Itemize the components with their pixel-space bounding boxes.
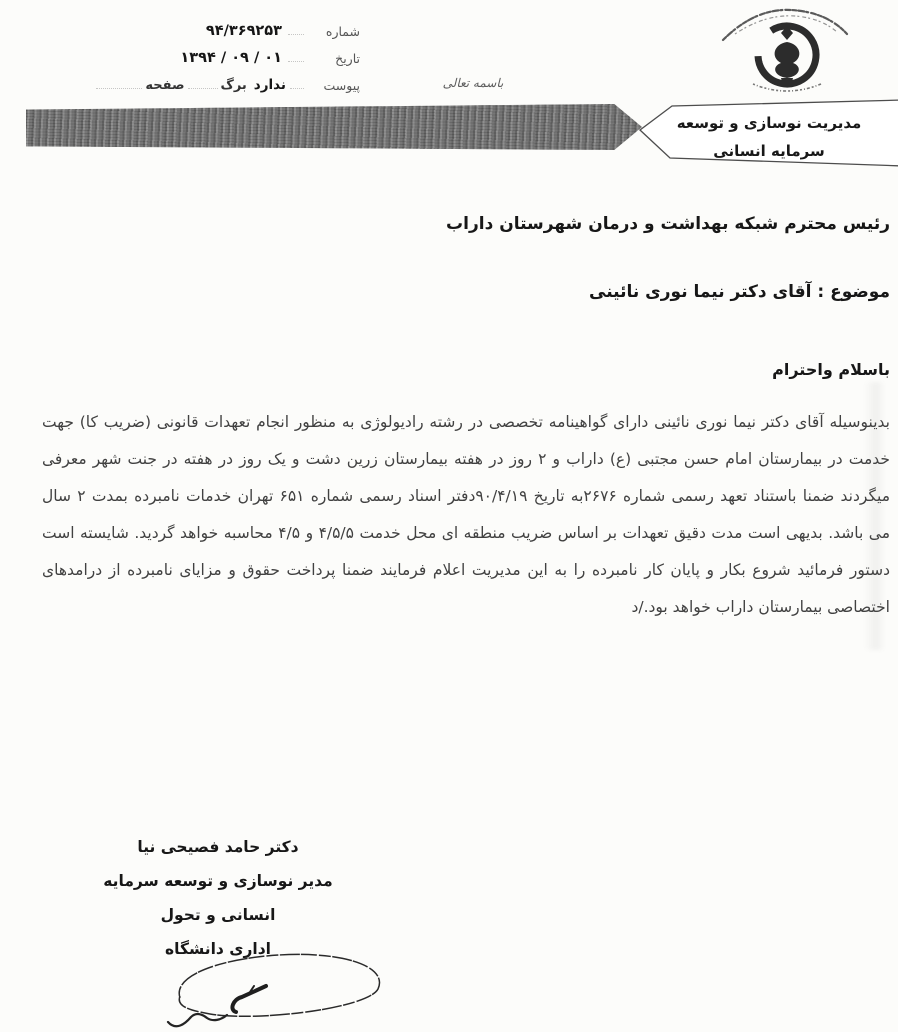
letter-body: بدینوسیله آقای دکتر نیما نوری نائینی دارای گواهینامه تخصصی در رشته رادیولوژی به منظور انجام تعهدات قانونی (ضریب کا) جهت خدمت در بیمارستان امام حسن مجتبی (ع) داراب و ۲ روز در هفته بیمارستان زرین دشت و یک روز در هفته در جنت شهر معرفی میگردند ضمنا باستناد تعهد رسمی شماره ۲۶۷۶به تاریخ ۹۰/۴/۱۹دفتر اسناد رسمی شماره ۶۵۱ تهران خدمات نامبرده بمدت ۲ سال می باشد. بدیهی است مدت دقیق تعهدات بر اساس ضریب منطقه ای محل خدمت ۴/۵/۵ و ۴/۵ محاسبه خواهد گردید. شایسته است دستور فرمائید شروع بکار و پایان کار نامبرده را به این مدیریت اعلام فرمایند ضمنا پرداخت حقوق و مزایای نامبرده از درامدهای اختصاصی بیمارستان داراب خواهد بود./د — [42, 413, 890, 616]
salutation-line: باسلام واحترام — [772, 360, 890, 379]
subject-line: موضوع : آقای دکتر نیما نوری نائینی — [589, 282, 890, 302]
dotted-leader — [288, 33, 304, 35]
department-banner-title: مدیریت نوسازی و توسعه سرمایه انسانی — [676, 114, 862, 160]
signatory-name: دکتر حامد فصیحی نیا — [137, 838, 299, 856]
bismillah-text: باسمه تعالی — [442, 76, 504, 90]
university-medical-sciences-logo-icon — [695, 0, 880, 96]
dotted-leader — [188, 87, 218, 89]
field-row-attachment — [58, 66, 360, 93]
number-label: شماره — [325, 24, 360, 39]
date-value: ۱۳۹۴ / ۰۹ / ۰۱ — [180, 50, 282, 66]
field-row-number — [58, 12, 360, 39]
dotted-leader — [290, 87, 304, 89]
field-row-date — [58, 39, 360, 66]
dotted-leader — [288, 60, 304, 62]
page-label: صفحه — [145, 78, 185, 93]
scan-artifact — [864, 382, 884, 650]
dotted-leader — [96, 87, 142, 89]
sheet-label: برگ — [220, 78, 247, 93]
signatory-title-line1: مدیر نوسازی و توسعه سرمایه انسانی و تحول — [103, 872, 333, 924]
attachment-label: پیوست — [323, 78, 360, 93]
letterhead-fields — [58, 12, 360, 93]
banner-bar — [26, 104, 642, 150]
number-value: ۹۴/۳۶۹۲۵۳ — [205, 23, 282, 39]
signatory-title-line2: اداری دانشگاه — [165, 940, 271, 958]
recipient-line: رئیس محترم شبکه بهداشت و درمان شهرستان داراب — [446, 214, 890, 234]
date-label: تاریخ — [335, 51, 360, 66]
attachment-value: ندارد — [253, 77, 286, 93]
handwritten-signature-icon — [138, 946, 418, 1032]
